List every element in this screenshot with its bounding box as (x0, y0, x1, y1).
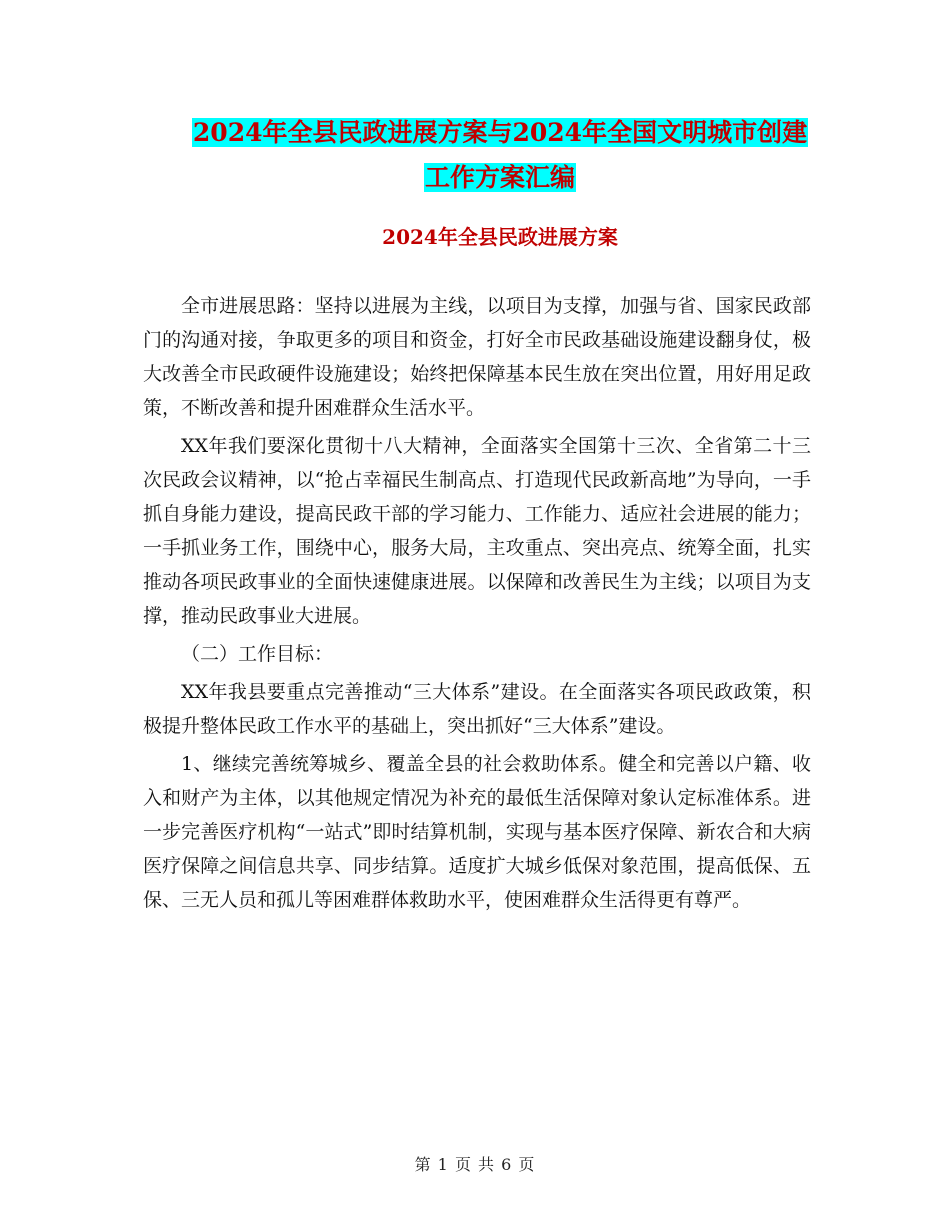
document-body (143, 289, 811, 921)
paragraph-work-goals-heading: （二）工作目标： (181, 643, 334, 665)
paragraph-social-assistance: 1、继续完善统筹城乡、覆盖全县的社会救助体系。健全和完善以户籍、收入和财产为主体，以其他规定情况为补充的最低生活保障对象认定标准体系。进一步完善医疗机构“一站式”即时结算机制，实现与基本医疗保障、新农合和大病医疗保障之间信息共享、同步结算。适度扩大城乡低保对象范围，提高低保、五保、三无人员和孤儿等困难群体救助水平，使困难群众生活得更有尊严。 (143, 753, 811, 911)
document-title (140, 110, 860, 200)
document-title-line1: 2024年全县民政进展方案与2024年全国文明城市创建 (192, 118, 808, 147)
paragraph-year-plan: XX年我们要深化贯彻十八大精神，全面落实全国第十三次、全省第二十三次民政会议精神，以“抢占幸福民生制高点、打造现代民政新高地”为导向，一手抓自身能力建设，提高民政干部的学习能力、工作能力、适应社会进展的能力；一手抓业务工作，围绕中心，服务大局，主攻重点、突出亮点、统筹全面，扎实推动各项民政事业的全面快速健康进展。以保障和改善民生为主线；以项目为支撑，推动民政事业大进展。 (143, 435, 811, 627)
section-title: 2024年全县民政进展方案 (382, 225, 618, 249)
paragraph-development-thinking: 全市进展思路：坚持以进展为主线，以项目为支撑，加强与省、国家民政部门的沟通对接，争取更多的项目和资金，打好全市民政基础设施建设翻身仗，极大改善全市民政硬件设施建设；始终把保障基本民生放在突出位置，用好用足政策，不断改善和提升困难群众生活水平。 (143, 295, 811, 419)
page-footer: 第 1 页 共 6 页 (414, 1155, 536, 1174)
document-title-line2: 工作方案汇编 (424, 163, 575, 192)
paragraph-three-systems: XX年我县要重点完善推动“三大体系”建设。在全面落实各项民政政策，积极提升整体民政工作水平的基础上，突出抓好“三大体系”建设。 (143, 681, 811, 737)
